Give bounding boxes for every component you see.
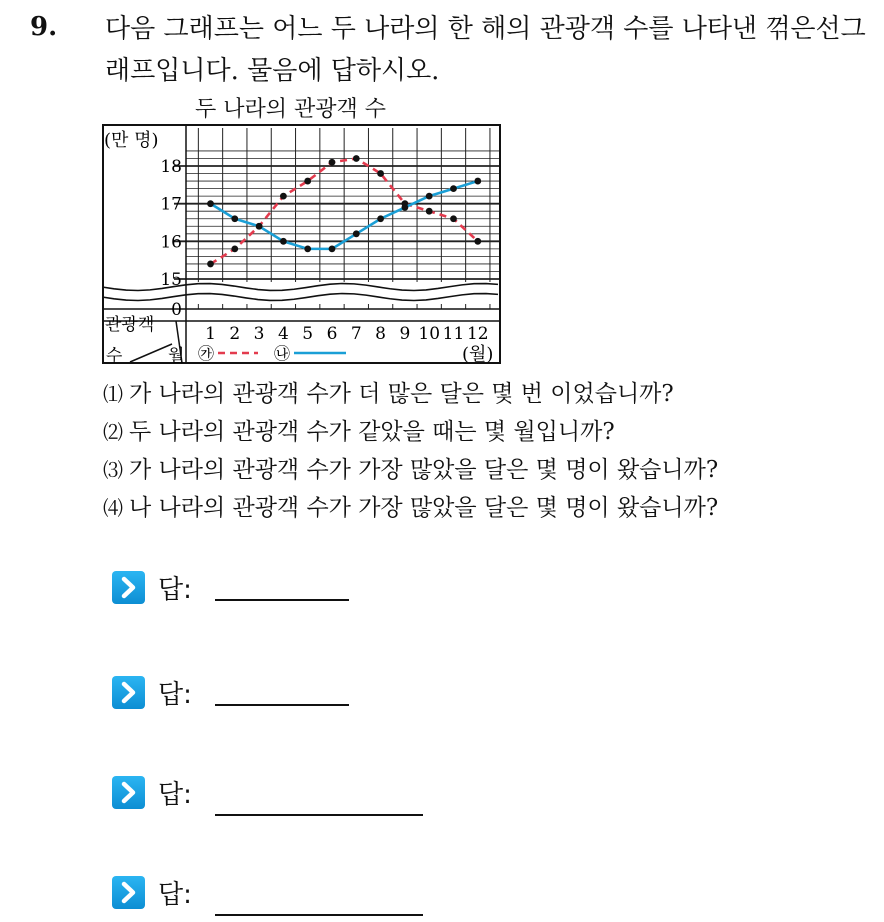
corner-label-top: 관광객	[105, 315, 155, 335]
answer-label: 답:	[158, 680, 192, 710]
x-tick-label: 2	[229, 324, 241, 344]
question-text-line1: 다음 그래프는 어느 두 나라의 한 해의 관광객 수를 나타낸 꺾은선그	[105, 14, 866, 44]
sub-question-text: 나 나라의 관광객 수가 가장 많았을 달은 몇 명이 왔습니까?	[129, 495, 719, 521]
arrow-right-icon	[112, 676, 145, 709]
sub-question-number: ⑵	[103, 420, 123, 444]
sub-question-2	[103, 415, 615, 449]
sub-question-4	[103, 491, 718, 525]
answer-field-3[interactable]	[215, 814, 423, 816]
x-tick-label: 11	[442, 324, 465, 344]
corner-label-bottom-right: 월	[168, 346, 185, 366]
data-point	[450, 185, 457, 192]
x-tick-label: 7	[350, 324, 362, 344]
x-tick-labels	[205, 324, 489, 344]
data-point	[402, 204, 409, 211]
data-point	[207, 261, 214, 268]
line-chart	[102, 124, 504, 368]
x-tick-label: 12	[466, 324, 489, 344]
sub-question-text: 두 나라의 관광객 수가 같았을 때는 몇 월입니까?	[129, 419, 615, 445]
question-text-line2: 래프입니다. 물음에 답하시오.	[105, 56, 440, 86]
arrow-right-icon	[112, 776, 145, 809]
x-tick-label: 5	[302, 324, 314, 344]
x-tick-label: 3	[253, 324, 265, 344]
legend	[198, 344, 346, 363]
data-point	[280, 238, 287, 245]
data-point	[377, 170, 384, 177]
sub-question-number: ⑷	[103, 496, 123, 520]
data-point	[207, 200, 214, 207]
sub-question-3	[103, 453, 718, 487]
answer-field-1[interactable]	[215, 599, 349, 601]
sub-question-number: ⑴	[103, 382, 123, 406]
x-tick-label: 1	[205, 324, 216, 344]
data-point	[256, 223, 263, 230]
sub-question-number: ⑶	[103, 458, 123, 482]
sub-question-text: 가 나라의 관광객 수가 가장 많았을 달은 몇 명이 왔습니까?	[129, 457, 719, 483]
arrow-right-icon	[112, 876, 145, 909]
data-point	[377, 215, 384, 222]
x-tick-label: 9	[399, 324, 411, 344]
legend-label: ㉯	[274, 344, 291, 363]
corner-divider-lower	[130, 344, 172, 362]
data-point	[353, 155, 360, 162]
answer-label: 답:	[158, 575, 192, 605]
data-point	[329, 159, 336, 166]
y-tick-label: 18	[160, 157, 182, 177]
y-tick-label: 15	[160, 270, 182, 290]
data-point	[426, 193, 433, 200]
x-axis-unit-label: (월)	[462, 344, 494, 365]
sub-question-1	[103, 377, 674, 411]
answer-label: 답:	[158, 880, 192, 910]
data-point	[329, 245, 336, 252]
chart-title: 두 나라의 관광객 수	[195, 97, 386, 122]
data-point	[304, 245, 311, 252]
data-point	[450, 215, 457, 222]
x-tick-label: 10	[418, 324, 441, 344]
x-tick-label: 8	[375, 324, 387, 344]
data-point	[426, 208, 433, 215]
data-point	[231, 215, 238, 222]
x-tick-label: 6	[326, 324, 338, 344]
data-point	[231, 245, 238, 252]
data-point	[304, 178, 311, 185]
x-tick-label: 4	[277, 324, 289, 344]
y-tick-label: 0	[171, 300, 182, 320]
legend-label: ㉮	[198, 344, 215, 363]
data-point	[280, 193, 287, 200]
y-tick-label: 17	[160, 194, 182, 215]
arrow-right-icon	[112, 571, 145, 604]
answer-field-2[interactable]	[215, 704, 349, 706]
y-tick-label: 16	[160, 232, 182, 253]
data-point	[474, 238, 481, 245]
answer-label: 답:	[158, 780, 192, 810]
sub-question-text: 가 나라의 관광객 수가 더 많은 달은 몇 번 이었습니까?	[129, 381, 674, 407]
data-point	[353, 230, 360, 237]
answer-field-4[interactable]	[215, 914, 423, 916]
y-axis-label: (만 명)	[104, 130, 159, 151]
question-number: 9.	[30, 12, 58, 42]
corner-label-bottom-left: 수	[106, 346, 123, 366]
data-point	[474, 178, 481, 185]
